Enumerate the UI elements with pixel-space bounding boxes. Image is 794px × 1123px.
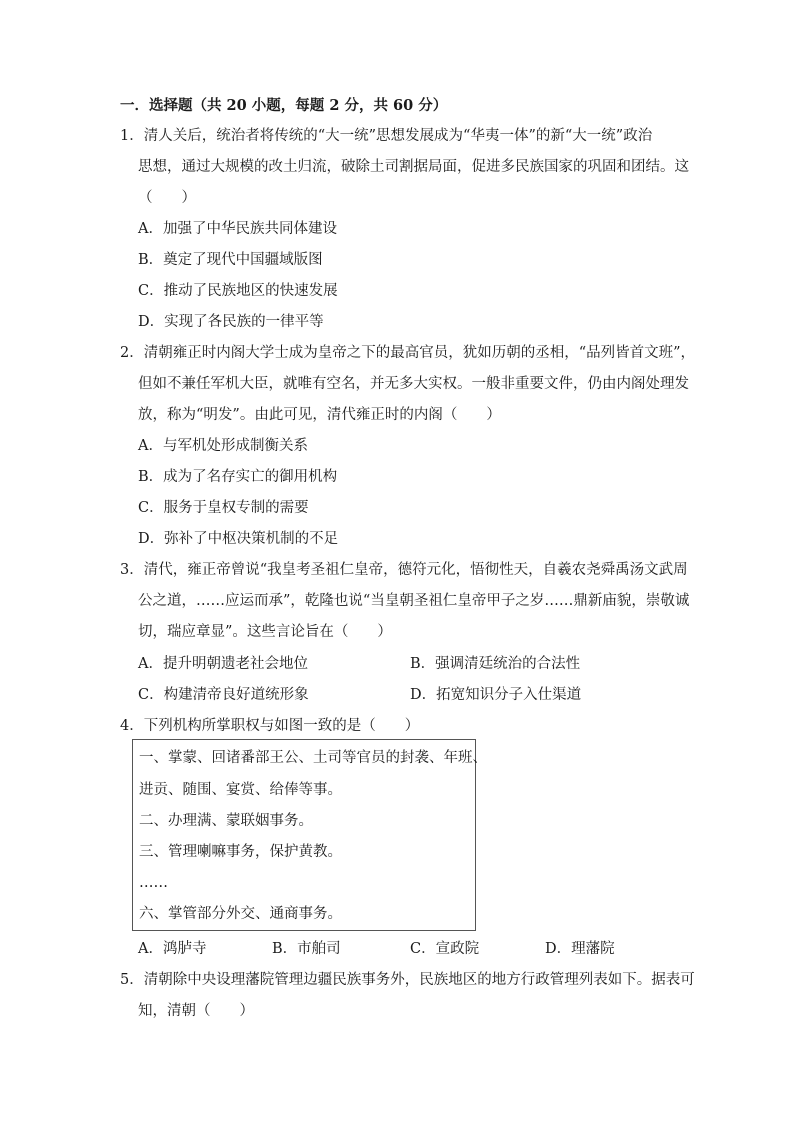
- material-line-6: 六、掌管部分外交、通商事务。: [139, 906, 342, 922]
- question-2-option-c: C．服务于皇权专制的需要: [138, 500, 309, 516]
- material-line-4: 三、管理喇嘛事务，保护黄教。: [139, 844, 342, 860]
- question-2-option-b: B．成为了名存实亡的御用机构: [138, 469, 338, 485]
- question-4-option-c: C．宣政院: [410, 941, 480, 957]
- question-3-option-c: C．构建清帝良好道统形象: [138, 687, 309, 703]
- question-1-line-1: 1．清人关后，统治者将传统的“大一统”思想发展成为“华夷一体”的新“大一统”政治: [120, 128, 653, 144]
- question-1-option-a: A．加强了中华民族共同体建设: [138, 221, 337, 237]
- question-4-material-box: [132, 739, 487, 931]
- question-2-option-d: D．弥补了中枢决策机制的不足: [138, 531, 339, 547]
- material-line-1: 一、掌蒙、回诸番部王公、土司等官员的封袭、年班、: [139, 750, 487, 766]
- question-1-line-3: （ ）: [138, 190, 196, 206]
- question-1-option-d: D．实现了各民族的一律平等: [138, 314, 324, 330]
- question-3-option-a: A．提升明朝遗老社会地位: [138, 656, 308, 672]
- section-title: 一．选择题（共 20 小题，每题 2 分，共 60 分）: [120, 97, 448, 114]
- question-3-line-2: 公之道，……应运而承”，乾隆也说“当皇朝圣祖仁皇帝甲子之岁……鼎新庙貌，崇敬诚: [138, 593, 690, 609]
- question-2-line-3: 放，称为“明发”。由此可见，清代雍正时的内阁（ ）: [138, 407, 501, 423]
- question-4-stem: 4．下列机构所掌职权与如图一致的是（ ）: [120, 718, 420, 734]
- question-1-option-c: C．推动了民族地区的快速发展: [138, 283, 338, 299]
- question-3-option-b: B．强调清廷统治的合法性: [410, 656, 581, 672]
- question-2-line-1: 2．清朝雍正时内阁大学士成为皇帝之下的最高官员，犹如历朝的丞相，“品列皆首文班”，: [120, 345, 696, 361]
- question-5-line-2: 知，清朝（ ）: [138, 1003, 254, 1019]
- question-4-option-a: A．鸿胪寺: [138, 941, 207, 957]
- question-3-line-1: 3．清代，雍正帝曾说“我皇考圣祖仁皇帝，德符元化，悟彻性天，自羲农尧舜禹汤文武周: [120, 562, 688, 578]
- material-line-2: 进贡、随围、宴赏、给俸等事。: [139, 782, 342, 798]
- question-1-line-2: 思想，通过大规模的改土归流，破除土司割据局面，促进多民族国家的巩固和团结。这: [138, 159, 689, 175]
- question-3-option-d: D．拓宽知识分子入仕渠道: [410, 687, 582, 703]
- question-1-option-b: B．奠定了现代中国疆域版图: [138, 252, 323, 268]
- question-3-line-3: 切，瑞应章显”。这些言论旨在（ ）: [138, 624, 392, 640]
- question-5-line-1: 5．清朝除中央设理藩院管理边疆民族事务外，民族地区的地方行政管理列表如下。据表可: [120, 972, 695, 988]
- question-4-option-b: B．市舶司: [272, 941, 341, 957]
- question-2-option-a: A．与军机处形成制衡关系: [138, 438, 308, 454]
- material-line-5: ……: [139, 875, 168, 891]
- question-2-line-2: 但如不兼任军机大臣，就唯有空名，并无多大实权。一般非重要文件，仍由内阁处理发: [138, 376, 689, 392]
- material-line-3: 二、办理满、蒙联姻事务。: [139, 813, 313, 829]
- question-4-option-d: D．理藩院: [545, 941, 615, 957]
